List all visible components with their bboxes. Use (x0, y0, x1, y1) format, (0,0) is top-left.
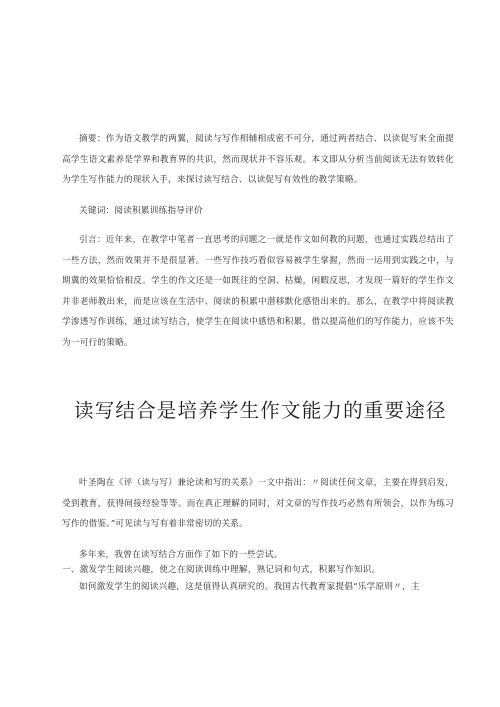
intro-paragraph: 引言：近年来，在教学中笔者一直思考的问题之一就是作文如何教的问题，也通过实践总结出了一些方法，然而效果并不是很显著。一些写作技巧看似容易被学生掌握，然而一运用到实践之中，与期冀的效果恰恰相反。学生的作文还是一如既往的空洞、枯燥，闲暇反思，才发现一篇好的学生作文并非老师教出来，而是应该在生活中、阅读的积累中潜移默化感悟出来的。那么，在教学中将阅读教学渗透写作训练，通过读写结合，使学生在阅读中感悟和积累，借以提高他们的写作能力，应该不失为一可行的策略。 (62, 235, 454, 348)
quote-paragraph: 叶圣陶在《评（读与写）兼论读和写的关系》一文中指出：〃阅读任何文章，主要在得到启发，受到教育，获得间接经验等等。而在真正理解的同时，对文章的写作技巧必然有所领会，以作为练习写作的借鉴。”可见读与写有着非常密切的关系。 (62, 478, 454, 529)
abstract-paragraph: 摘要：作为语文教学的两翼，阅读与写作相辅相成密不可分，通过两者结合、以读促写来全面提高学生语文素养是学界和教育界的共识，然而现状并不容乐观。本文即从分析当前阅读无法有效转化为学生写作能力的现状入手，来探讨读写结合、以读促写有效性的教学策略。 (62, 134, 454, 185)
section-title: 读写结合是培养学生作文能力的重要途径 (74, 399, 447, 422)
attempts-block (62, 548, 454, 577)
interest-paragraph: 如何激发学生的阅读兴趣，这是值得认真研究的。我国古代教育家提倡“乐学原则〃，主 (79, 582, 420, 592)
attempt-one-heading: 一、激发学生阅读兴趣，使之在阅读训练中理解，熟记词和句式，积累写作知识。 (62, 564, 381, 575)
attempts-intro-line: 多年来，我曾在读写结合方面作了如下的一些尝试。 (79, 550, 283, 560)
keywords-line: 关键词：阅读积累训练指导评价 (79, 206, 203, 216)
